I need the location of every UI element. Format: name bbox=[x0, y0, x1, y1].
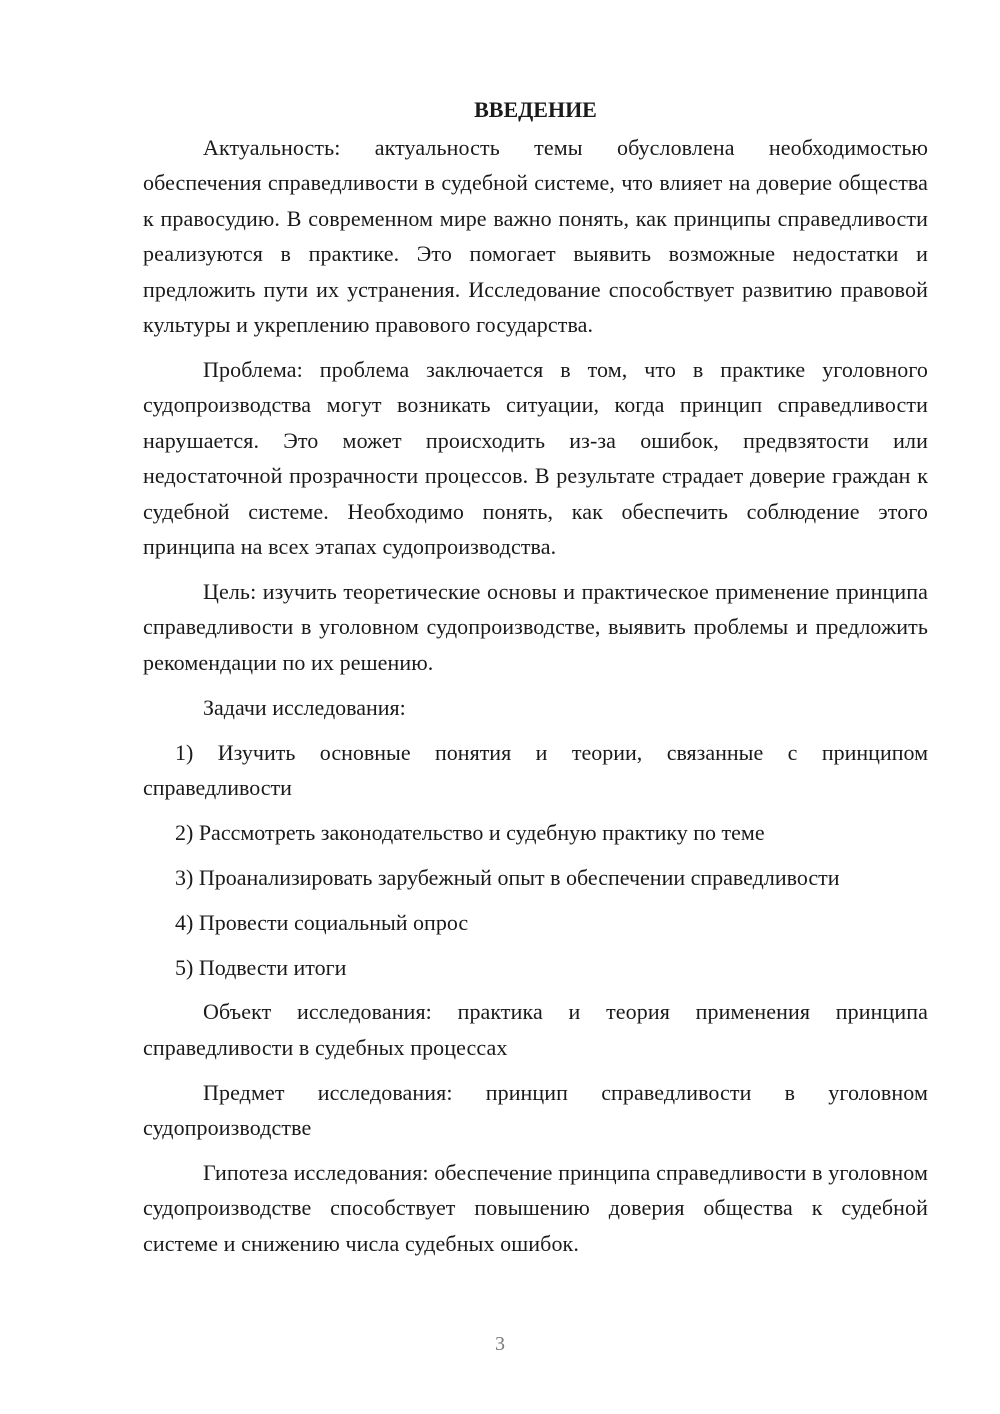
tasks-title: Задачи исследования: bbox=[203, 694, 406, 720]
task-item-1: 1) Изучить основные понятия и теории, связанные с принципом справедливости bbox=[143, 739, 928, 800]
problem-paragraph: Проблема: проблема заключается в том, что в практике уголовного судопроизводства могут возникать ситуации, когда принцип справедливости нарушается. Это может происходить из-за ошибок, предвзятости или недостаточной прозрачности процессов. В результате страдает доверие граждан к судебной системе. Необходимо понять, как обеспечить соблюдение этого принципа на всех этапах судопроизводства. bbox=[143, 356, 928, 559]
task-item-4: 4) Провести социальный опрос bbox=[175, 909, 469, 935]
document-page bbox=[143, 92, 928, 1271]
relevance-paragraph: Актуальность: актуальность темы обусловлена необходимостью обеспечения справедливости в судебной системе, что влияет на доверие общества к правосудию. В современном мире важно понять, как принципы справедливости реализуются в практике. Это помогает выявить возможные недостатки и предложить пути их устранения. Исследование способствует развитию правовой культуры и укреплению правового государства. bbox=[143, 135, 928, 338]
hypothesis-paragraph: Гипотеза исследования: обеспечение принципа справедливости в уголовном судопроизводстве способствует повышению доверия общества к судебной системе и снижению числа судебных ошибок. bbox=[143, 1160, 928, 1256]
section-heading: ВВЕДЕНИЕ bbox=[474, 97, 597, 122]
subject-paragraph: Предмет исследования: принцип справедливости в уголовном судопроизводстве bbox=[143, 1079, 928, 1141]
task-item-2: 2) Рассмотреть законодательство и судебную практику по теме bbox=[175, 819, 765, 845]
page-number: 3 bbox=[495, 1333, 505, 1355]
task-item-5: 5) Подвести итоги bbox=[175, 954, 347, 980]
object-paragraph: Объект исследования: практика и теория применения принципа справедливости в судебных процессах bbox=[143, 999, 928, 1060]
task-item-3: 3) Проанализировать зарубежный опыт в обеспечении справедливости bbox=[175, 864, 840, 890]
goal-paragraph: Цель: изучить теоретические основы и практическое применение принципа справедливости в уголовном судопроизводстве, выявить проблемы и предложить рекомендации по их решению. bbox=[143, 578, 928, 675]
